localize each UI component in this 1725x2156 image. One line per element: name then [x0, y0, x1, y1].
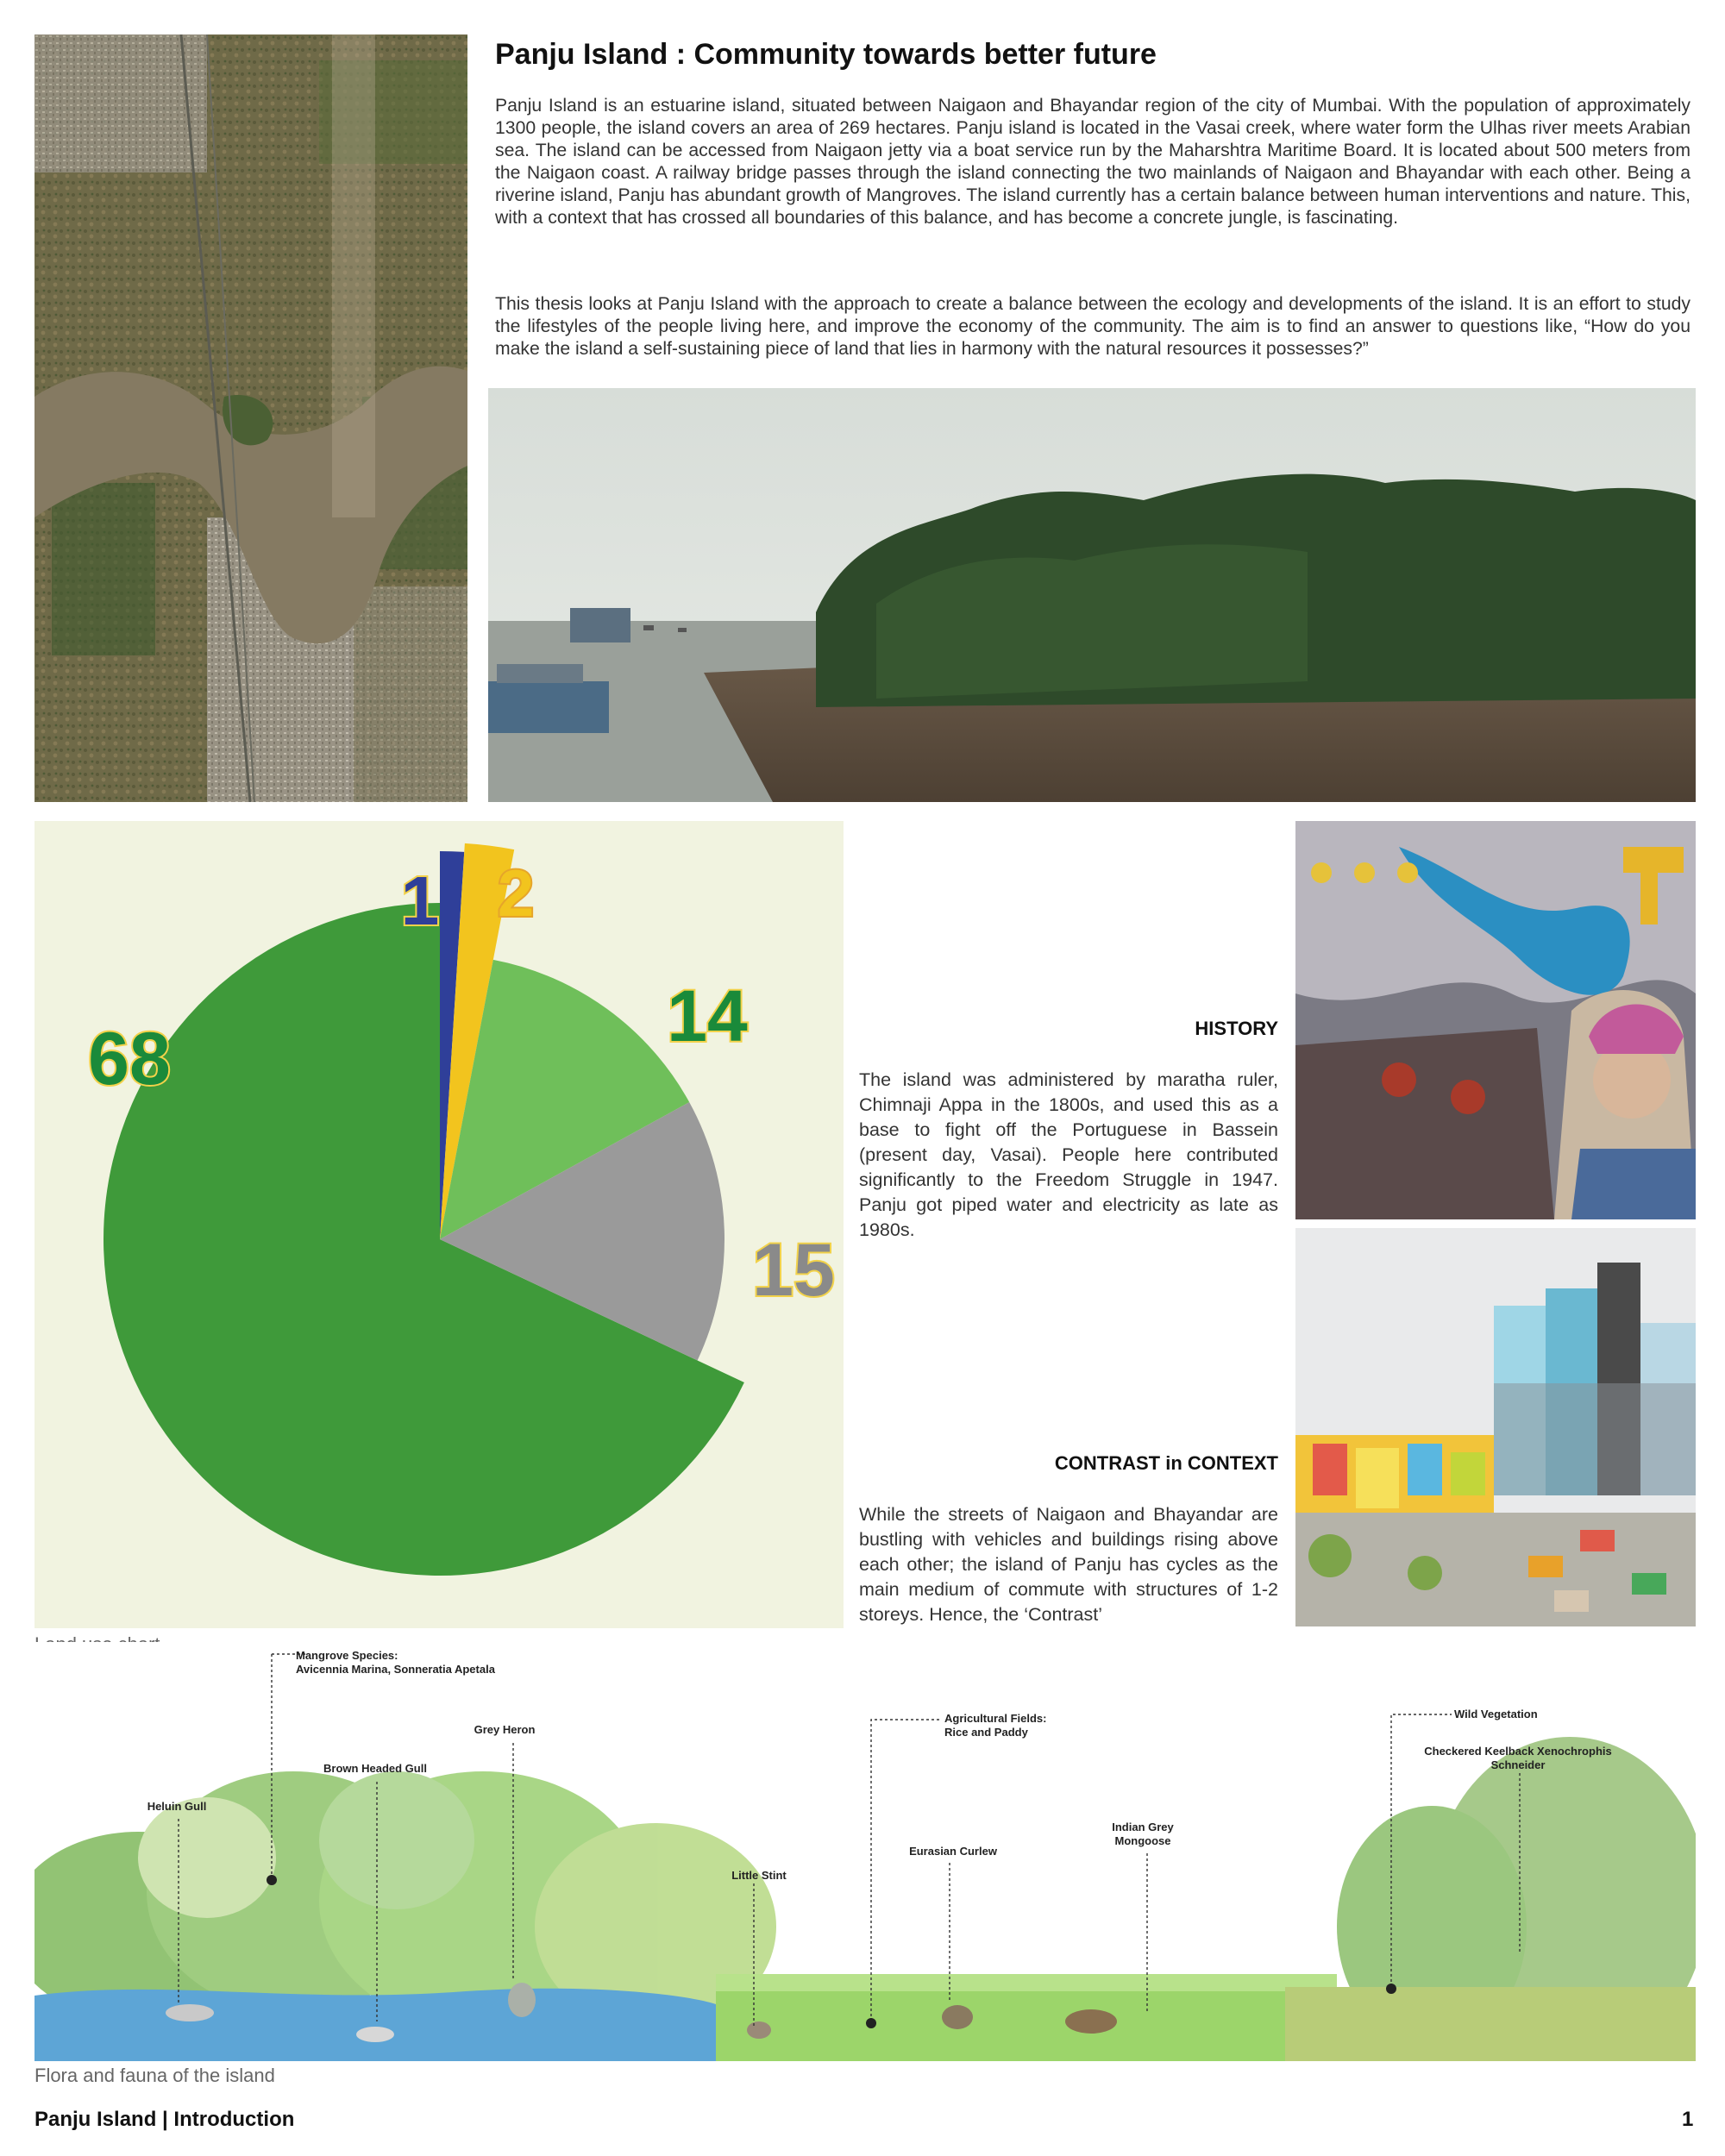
grey-heron-label: Grey Heron [474, 1723, 536, 1736]
land-use-chart [34, 821, 844, 1628]
mangrove-photo [488, 388, 1696, 802]
pie-label-1: 1 [400, 862, 440, 939]
keelback-label: Checkered Keelback Xenochrophis Schneider [1424, 1745, 1612, 1771]
pie-label-14: 14 [667, 975, 748, 1056]
history-heading: HISTORY [1195, 1018, 1278, 1039]
page-title: Panju Island : Community towards better future [495, 38, 1157, 71]
contrast-text: While the streets of Naigaon and Bhayandar are bustling with vehicles and buildings rising above each other; the island of Panju has cycles as the main medium of commute with structures of 1-2 storeys. Hence, the ‘Contrast’ [859, 1504, 1278, 1625]
pie-label-2: 2 [497, 857, 535, 931]
little-stint-label: Little Stint [731, 1869, 787, 1882]
flora-caption: Flora and fauna of the island [34, 2065, 275, 2086]
eurasian-curlew-label: Eurasian Curlew [909, 1845, 997, 1858]
mangrove-label: Mangrove Species: Avicennia Marina, Sonneratia Apetala [296, 1649, 495, 1676]
flora-fauna-illustration [34, 1642, 1696, 2061]
brown-headed-gull-label: Brown Headed Gull [323, 1762, 427, 1775]
thesis-paragraph: This thesis looks at Panju Island with the approach to create a balance between the ecology and developments of the island. It is an effort to study the lifestyles of the people living here, and improve the economy of the community. The aim is to find an answer to questions like, “How do you make the island a self-sustaining piece of land that lies in harmony with the natural resources it possesses?” [495, 294, 1690, 359]
page-number: 1 [1682, 2108, 1694, 2131]
agricultural-fields-label: Agricultural Fields: Rice and Paddy [944, 1712, 1047, 1739]
contrast-heading: CONTRAST in CONTEXT [1054, 1452, 1278, 1474]
wild-vegetation-label: Wild Vegetation [1454, 1708, 1538, 1720]
heluin-gull-label: Heluin Gull [147, 1800, 207, 1813]
history-collage-image [1295, 821, 1696, 1219]
pie-label-15: 15 [752, 1229, 835, 1312]
satellite-map-image [34, 34, 467, 802]
intro-paragraph: Panju Island is an estuarine island, situated between Naigaon and Bhayandar region of the city of Mumbai. With the population of approximately 1300 people, the island covers an area of 269 hectares. Panju island is located in the Vasai creek, where water form the Ulhas river meets Arabian sea. The island can be accessed from Naigaon jetty via a boat service run by the Maharshtra Maritime Board. It is located about 500 meters from the Naigaon coast. A railway bridge passes through the island connecting the two mainlands of Naigaon and Bhayandar with each other. Being a riverine island, Panju has abundant growth of Mangroves. The island currently has a certain balance between human interventions and nature. This, with a context that has crossed all boundaries of this balance, and has become a concrete jungle, is fascinating. [495, 96, 1690, 228]
history-text: The island was administered by maratha ruler, Chimnaji Appa in the 1800s, and used this as a base to fight off the Portuguese in Bassein (present day, Vasai). People here contributed significantly to the Freedom Struggle in 1947. Panju got piped water and electricity as late as 1980s. [859, 1069, 1278, 1240]
contrast-collage-image [1295, 1228, 1696, 1626]
footer-title: Panju Island | Introduction [34, 2108, 295, 2131]
pie-label-68: 68 [88, 1018, 171, 1100]
mongoose-label: Indian Grey Mongoose [1112, 1821, 1174, 1847]
